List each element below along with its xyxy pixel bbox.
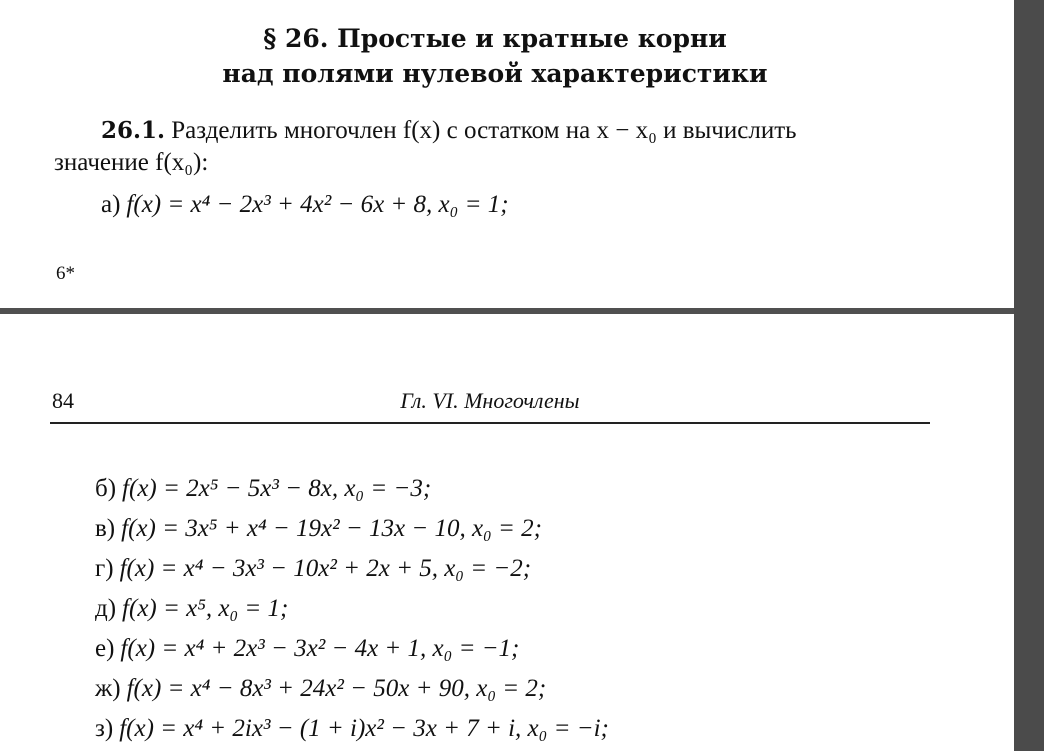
item-label: в) (95, 515, 116, 542)
item-formula: f(x) = x⁴ + 2x³ − 3x² − 4x + 1, x₀ = −1; (120, 635, 520, 662)
exercise-item-b (95, 474, 431, 504)
page-number: 84 (52, 388, 74, 413)
item-formula: f(x) = x⁴ − 8x³ + 24x² − 50x + 90, x₀ = 2; (126, 675, 547, 702)
page-footnote-mark: 6* (56, 263, 75, 284)
item-formula: f(x) = x⁴ + 2ix³ − (1 + i)x² − 3x + 7 + i, x₀ = −i; (119, 715, 609, 742)
vertical-scrollbar[interactable] (1014, 0, 1044, 751)
page-bottom (0, 314, 1014, 751)
item-formula: f(x) = 2x⁵ − 5x³ − 8x, x₀ = −3; (122, 475, 432, 502)
item-label: а) (101, 191, 121, 218)
problem-number: 26.1. (101, 117, 166, 144)
item-formula: f(x) = 3x⁵ + x⁴ − 19x² − 13x − 10, x₀ = 2; (121, 515, 542, 542)
item-label: ж) (95, 675, 121, 702)
item-formula: f(x) = x⁴ − 2x³ + 4x² − 6x + 8, x₀ = 1; (126, 191, 509, 218)
section-title-line-2: над полями нулевой характеристики (222, 59, 768, 88)
problem-text-1: Разделить многочлен f(x) с остатком на x − x₀ и вычислить (165, 117, 797, 144)
problem-statement-line-1 (101, 116, 797, 146)
item-label: е) (95, 635, 115, 662)
item-formula: f(x) = x⁴ − 3x³ − 10x² + 2x + 5, x₀ = −2; (119, 555, 532, 582)
item-label: з) (95, 715, 114, 742)
exercise-item-zh (95, 674, 546, 704)
problem-statement-line-2: значение f(x₀): (54, 149, 209, 176)
section-title-line-1: § 26. Простые и кратные корни (263, 24, 727, 53)
exercise-item-d (95, 594, 288, 624)
item-label: б) (95, 475, 117, 502)
exercise-item-a (101, 190, 509, 220)
item-label: д) (95, 595, 117, 622)
running-header (50, 388, 930, 424)
item-formula: f(x) = x⁵, x₀ = 1; (122, 595, 289, 622)
exercise-item-e (95, 634, 519, 664)
item-label: г) (95, 555, 114, 582)
chapter-title: Гл. VI. Многочлены (400, 388, 580, 413)
exercise-item-v (95, 514, 542, 544)
exercise-item-g (95, 554, 531, 584)
exercise-item-z (95, 714, 609, 744)
page-top (0, 0, 1014, 308)
